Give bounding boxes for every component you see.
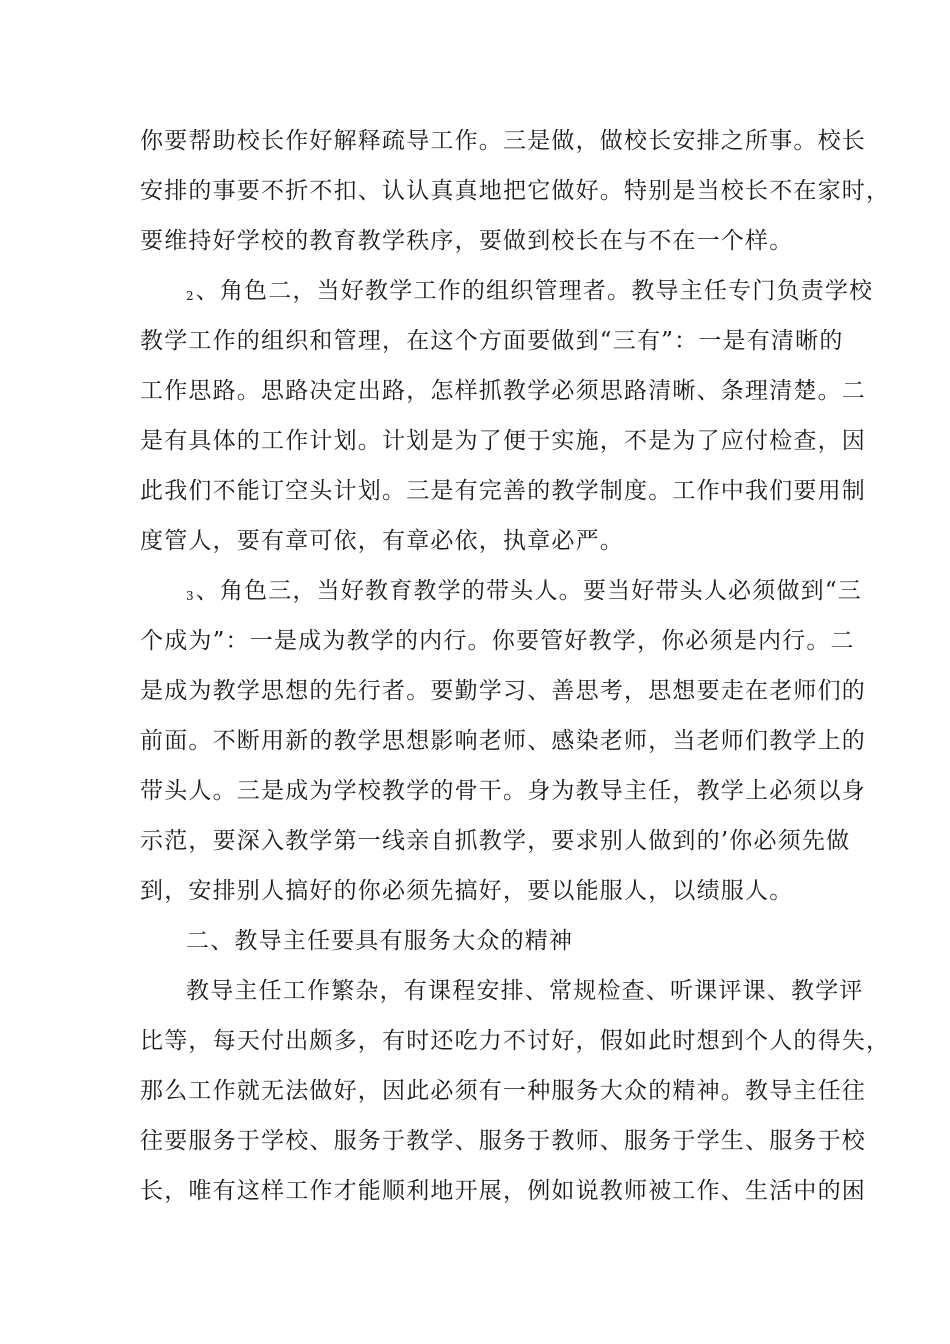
paragraph-line: 教导主任工作繁杂，有课程安排、常规检查、听课评课、教学评 (186, 978, 864, 1004)
paragraph-line: 到，安排别人搞好的你必须先搞好，要以能服人，以绩服人。 (140, 878, 794, 904)
list-number: 2 (186, 289, 194, 303)
paragraph-line: 2、角色二，当好教学工作的组织管理者。教导主任专门负责学校 (186, 278, 874, 304)
paragraph-line: 往要服务于学校、服务于教学、服务于教师、服务于学生、服务于校 (140, 1128, 866, 1154)
paragraph-line: 你要帮助校长作好解释疏导工作。三是做，做校长安排之所事。校长 (140, 128, 866, 154)
paragraph-line: 安排的事要不折不扣、认认真真地把它做好。特别是当校长不在家时， (140, 178, 891, 204)
paragraph-line: 教学工作的组织和管理，在这个方面要做到“三有”：一是有清晰的 (140, 328, 844, 354)
paragraph-line: 要维持好学校的教育教学秩序，要做到校长在与不在一个样。 (140, 228, 794, 254)
paragraph-line: 示范，要深入教学第一线亲自抓教学，要求别人做到的’你必须先做 (140, 828, 851, 854)
paragraph-line: 此我们不能订空头计划。三是有完善的教学制度。工作中我们要用制 (140, 478, 866, 504)
paragraph-line: 3、角色三，当好教育教学的带头人。要当好带头人必须做到“三 (186, 578, 862, 604)
section-heading: 二、教导主任要具有服务大众的精神 (186, 928, 574, 954)
paragraph-line: 度管人，要有章可依，有章必依，执章必严。 (140, 528, 624, 554)
paragraph-line: 前面。不断用新的教学思想影响老师、感染老师，当老师们教学上的 (140, 728, 866, 754)
paragraph-line: 工作思路。思路决定出路，怎样抓教学必须思路清晰、条理清楚。二 (140, 378, 866, 404)
paragraph-line: 个成为”：一是成为教学的内行。你要管好教学，你必须是内行。二 (140, 628, 855, 654)
list-number: 3 (186, 589, 194, 603)
paragraph-line: 那么工作就无法做好，因此必须有一种服务大众的精神。教导主任往 (140, 1078, 866, 1104)
paragraph-line: 比等，每天付出颇多，有时还吃力不讨好，假如此时想到个人的得失， (140, 1028, 891, 1054)
paragraph-line: 是有具体的工作计划。计划是为了便于实施，不是为了应付检查，因 (140, 428, 866, 454)
paragraph-line: 是成为教学思想的先行者。要勤学习、善思考，思想要走在老师们的 (140, 678, 866, 704)
paragraph-line: 长，唯有这样工作才能顺利地开展，例如说教师被工作、生活中的困 (140, 1178, 866, 1204)
paragraph-line: 带头人。三是成为学校教学的骨干。身为教导主任，教学上必须以身 (140, 778, 866, 804)
